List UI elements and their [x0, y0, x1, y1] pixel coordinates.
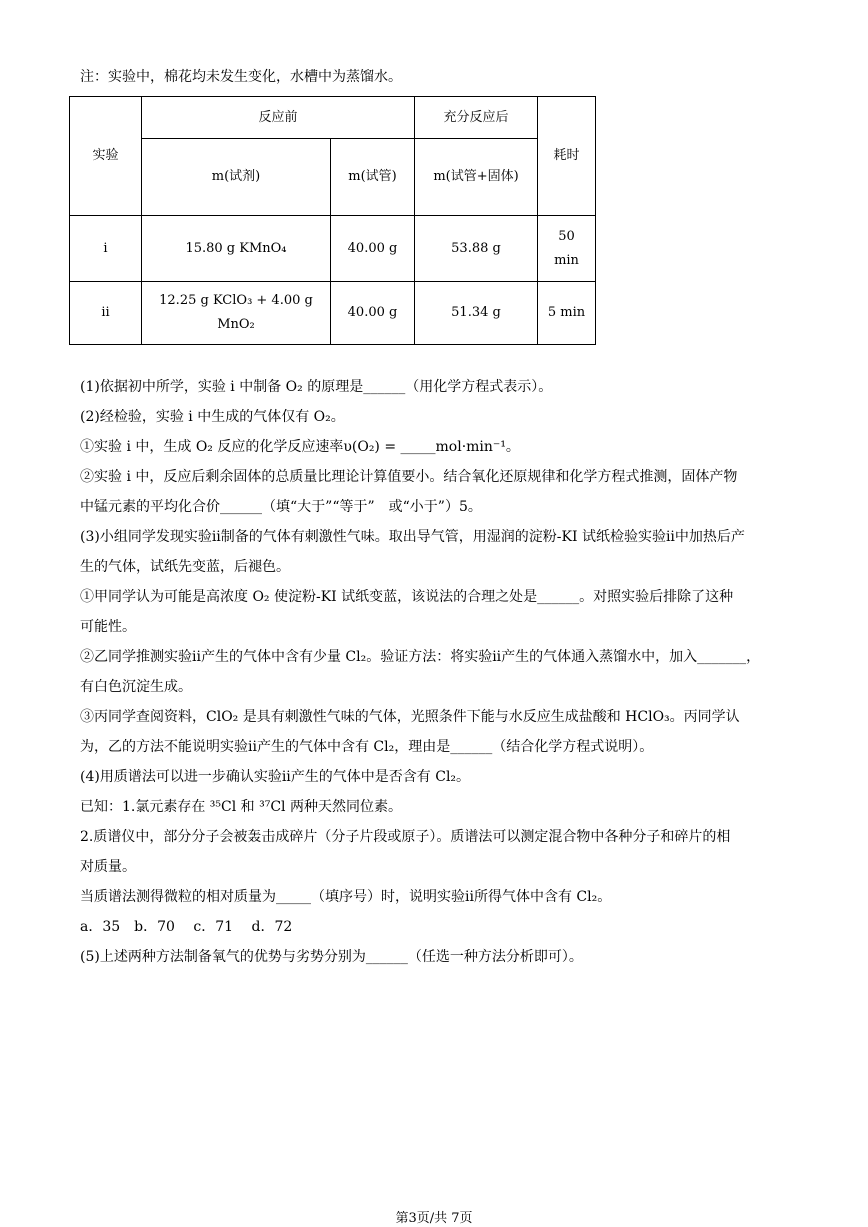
text-line: a．35 b．70 c．71 d．72: [80, 919, 293, 935]
text-line: ①实验 i 中，生成 O₂ 反应的化学反应速率υ(O₂) = _____mol·min⁻¹。: [80, 439, 520, 455]
experiment-note: 注：实验中，棉花均未发生变化，水槽中为蒸馏水。: [80, 69, 402, 85]
text-line: ①甲同学认为可能是高浓度 O₂ 使淀粉-KI 试纸变蓝，该说法的合理之处是______。对照实验后排除了这种: [80, 589, 734, 605]
row-reagent: 15.80 g KMnO₄: [142, 216, 331, 282]
text-line: (3)小组同学发现实验ii制备的气体有刺激性气味。取出导气管，用湿润的淀粉-KI 试纸检验实验ii中加热后产: [80, 529, 745, 545]
row-id: ii: [70, 282, 142, 345]
row-tube: 40.00 g: [331, 216, 415, 282]
text-line: 有白色沉淀生成。: [80, 679, 192, 695]
text-line: 可能性。: [80, 619, 136, 635]
text-line: (5)上述两种方法制备氧气的优势与劣势分别为______（任选一种方法分析即可）。: [80, 949, 583, 965]
question-text: [80, 372, 800, 972]
row-time: 50 min: [538, 216, 596, 282]
row-after: 51.34 g: [415, 282, 538, 345]
text-line: (4)用质谱法可以进一步确认实验ii产生的气体中是否含有 Cl₂。: [80, 769, 471, 785]
header-time: 耗时: [538, 97, 596, 216]
header-tube-mass: m(试管): [331, 139, 415, 216]
header-experiment: 实验: [70, 97, 142, 216]
text-line: 2.质谱仪中，部分分子会被轰击成碎片（分子片段或原子）。质谱法可以测定混合物中各种分子和碎片的相: [80, 829, 731, 845]
text-line: 当质谱法测得微粒的相对质量为_____（填序号）时，说明实验ii所得气体中含有 Cl₂。: [80, 889, 612, 905]
row-id: i: [70, 216, 142, 282]
text-line: (2)经检验，实验 i 中生成的气体仅有 O₂。: [80, 409, 345, 425]
text-line: 对质量。: [80, 859, 136, 875]
text-line: 生的气体，试纸先变蓝，后褪色。: [80, 559, 290, 575]
row-after: 53.88 g: [415, 216, 538, 282]
header-reagent-mass: m(试剂): [142, 139, 331, 216]
text-line: (1)依据初中所学，实验 i 中制备 O₂ 的原理是______（用化学方程式表示）。: [80, 379, 553, 395]
text-line: ③丙同学查阅资料，ClO₂ 是具有刺激性气味的气体，光照条件下能与水反应生成盐酸和 HClO₃。丙同学认: [80, 709, 740, 725]
header-after: 充分反应后: [415, 97, 538, 139]
row-tube: 40.00 g: [331, 282, 415, 345]
experiment-table: [69, 96, 596, 345]
row-time: 5 min: [538, 282, 596, 345]
row-reagent: 12.25 g KClO₃ + 4.00 g MnO₂: [142, 282, 331, 345]
text-line: 为，乙的方法不能说明实验ii产生的气体中含有 Cl₂，理由是______（结合化学方程式说明）。: [80, 739, 654, 755]
page-footer: 第3页/共 7页: [395, 1211, 473, 1226]
text-line: 中锰元素的平均化合价______（填“大于”“等于” 或“小于”）5。: [80, 499, 482, 515]
text-line: 已知：1.氯元素存在 ³⁵Cl 和 ³⁷Cl 两种天然同位素。: [80, 799, 402, 815]
header-before: 反应前: [142, 97, 415, 139]
text-line: ②实验 i 中，反应后剩余固体的总质量比理论计算值要小。结合氧化还原规律和化学方程式推测，固体产物: [80, 469, 738, 485]
header-tube-solid-mass: m(试管+固体): [415, 139, 538, 216]
table-row: [70, 216, 596, 282]
table-row: [70, 282, 596, 345]
text-line: ②乙同学推测实验ii产生的气体中含有少量 Cl₂。验证方法：将实验ii产生的气体通入蒸馏水中，加入_______，: [80, 649, 761, 665]
